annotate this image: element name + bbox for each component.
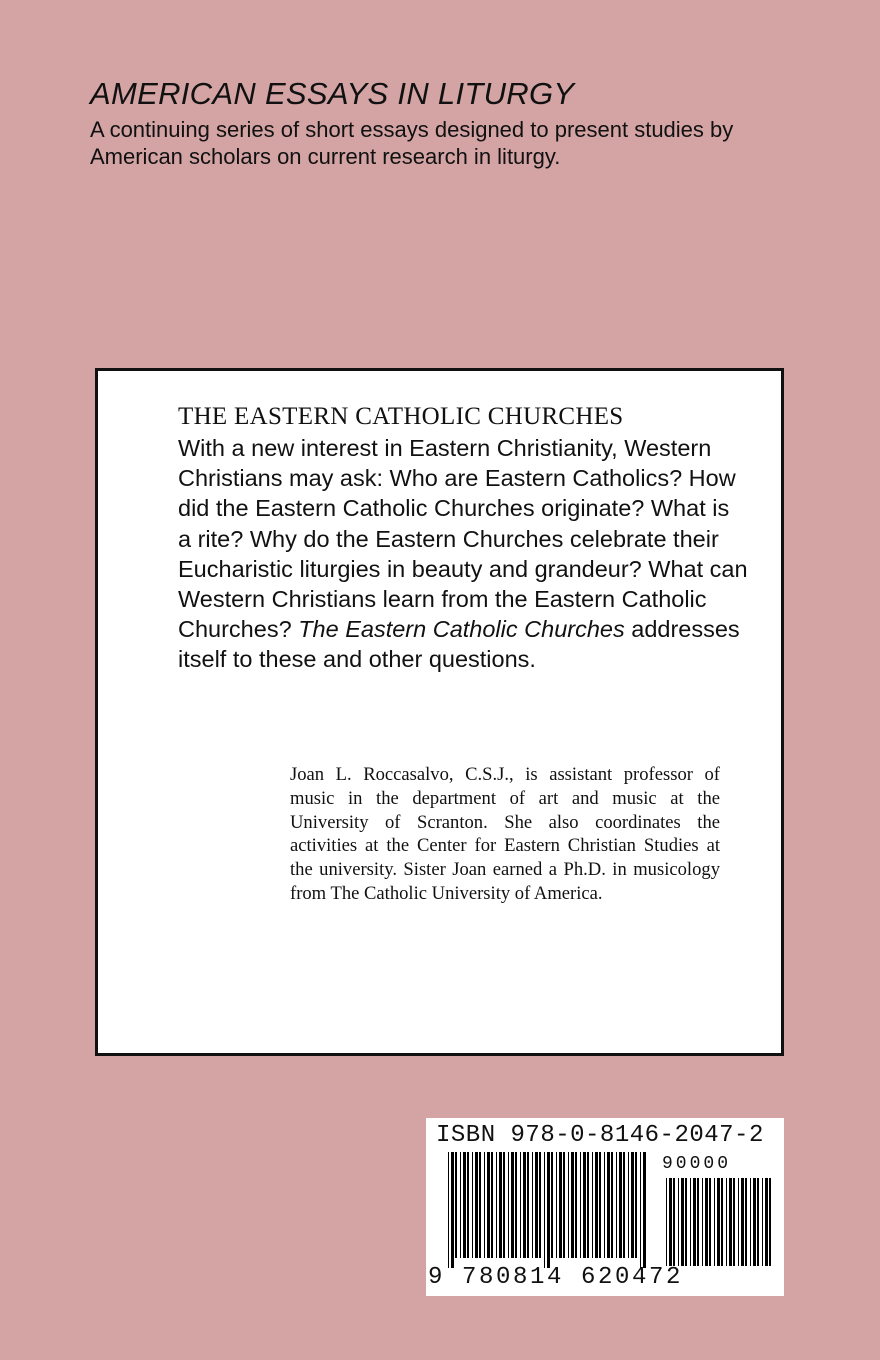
barcode-bar <box>611 1152 613 1258</box>
barcode-bar <box>527 1152 529 1258</box>
barcode-bar <box>479 1152 481 1258</box>
barcode-bar <box>640 1152 641 1268</box>
barcode-bar <box>568 1152 569 1258</box>
barcode-bar <box>467 1152 469 1258</box>
barcode-bar <box>631 1152 634 1258</box>
blurb-end-text: addresses itself to these and other questions. <box>178 616 740 673</box>
blurb-italic-book-title: The Eastern Catholic Churches <box>298 616 625 643</box>
price-code: 90000 <box>662 1154 732 1174</box>
barcode-bar <box>717 1178 720 1266</box>
barcode-bar <box>491 1152 493 1258</box>
book-description-panel <box>95 368 784 1056</box>
barcode-bar <box>484 1152 485 1258</box>
barcode-bar <box>738 1178 739 1266</box>
barcode-bar <box>523 1152 526 1258</box>
barcode-bar <box>666 1178 667 1266</box>
barcode-bar <box>669 1178 672 1266</box>
barcode-bar <box>678 1178 679 1266</box>
barcode-bar <box>729 1178 732 1266</box>
barcode-bar <box>511 1152 514 1258</box>
ean-barcode-bars <box>448 1152 646 1268</box>
barcode-bar <box>709 1178 711 1266</box>
barcode-bar <box>733 1178 735 1266</box>
barcode-bar <box>681 1178 684 1266</box>
barcode-bar <box>571 1152 574 1258</box>
barcode-bar <box>619 1152 622 1258</box>
book-blurb <box>178 433 748 675</box>
barcode-bar <box>451 1152 454 1268</box>
barcode-bar <box>697 1178 699 1266</box>
barcode-bar <box>721 1178 723 1266</box>
barcode-bar <box>496 1152 497 1258</box>
barcode-bar <box>515 1152 517 1258</box>
barcode-bar <box>556 1152 557 1258</box>
barcode-bar <box>455 1152 457 1258</box>
barcode-bar <box>575 1152 577 1258</box>
barcode-bar <box>607 1152 610 1258</box>
barcode-bar <box>604 1152 605 1258</box>
barcode-bar <box>475 1152 478 1258</box>
barcode-bar <box>757 1178 759 1266</box>
barcode-bar <box>559 1152 562 1258</box>
barcode-bar <box>487 1152 490 1258</box>
barcode-bar <box>762 1178 763 1266</box>
barcode-bar <box>616 1152 617 1258</box>
barcode-bar <box>673 1178 675 1266</box>
author-bio: Joan L. Roccasalvo, C.S.J., is assistant professor of music in the department of art and music at the University of Scranton. She also coordinates the activities at the Center for Eastern Christian Studies at the university. Sister Joan earned a Ph.D. in musicology from The Catholic University of America. <box>290 764 720 904</box>
blurb-main-text: With a new interest in Eastern Christianity, Western Christians may ask: Who are Eastern Catholics? How did the Eastern Catholic Churches originate? What is a rite? Why do the Eastern Churches celebrate their Eucharistic liturgies in beauty and grandeur? What can Western Christians learn from the Eastern Catholic Churches? <box>178 435 748 643</box>
barcode-bar <box>547 1152 550 1268</box>
barcode-bar <box>544 1152 545 1268</box>
barcode-bar <box>472 1152 473 1258</box>
barcode-bar <box>628 1152 629 1258</box>
barcode-bar <box>587 1152 589 1258</box>
barcode-bar <box>460 1152 461 1258</box>
barcode-bar <box>499 1152 502 1258</box>
barcode-bar <box>702 1178 703 1266</box>
barcode-bar <box>508 1152 509 1258</box>
barcode-bar <box>592 1152 593 1258</box>
barcode-bar <box>635 1152 637 1258</box>
series-title: AMERICAN ESSAYS IN LITURGY <box>90 76 575 111</box>
barcode-bar <box>741 1178 744 1266</box>
barcode-bar <box>745 1178 747 1266</box>
barcode-bar <box>463 1152 466 1258</box>
barcode-bar <box>520 1152 521 1258</box>
barcode-bar <box>714 1178 715 1266</box>
barcode-box <box>426 1118 784 1296</box>
barcode-bar <box>580 1152 581 1258</box>
barcode-bar <box>753 1178 756 1266</box>
barcode-bar <box>726 1178 727 1266</box>
barcode-bar <box>595 1152 598 1258</box>
barcode-bar <box>563 1152 565 1258</box>
barcode-bar <box>535 1152 538 1258</box>
barcode-bar <box>583 1152 586 1258</box>
barcode-bar <box>765 1178 768 1266</box>
barcode-bar <box>532 1152 533 1258</box>
barcode-bar <box>750 1178 751 1266</box>
barcode-bar <box>551 1152 553 1258</box>
series-description: A continuing series of short essays designed to present studies by American scholars on current research in liturgy. <box>90 117 734 169</box>
barcode-bar <box>769 1178 771 1266</box>
barcode-bar <box>448 1152 449 1268</box>
barcode-bar <box>685 1178 687 1266</box>
barcode-bar <box>503 1152 505 1258</box>
barcode-bar <box>705 1178 708 1266</box>
barcode-bar <box>693 1178 696 1266</box>
barcode-bar <box>599 1152 601 1258</box>
barcode-bar <box>643 1152 646 1268</box>
addon-barcode-bars <box>666 1178 771 1266</box>
barcode-digits: 9 780814 620472 <box>428 1264 684 1291</box>
isbn-number: ISBN 978-0-8146-2047-2 <box>436 1122 764 1149</box>
barcode-bar <box>623 1152 625 1258</box>
book-title: THE EASTERN CATHOLIC CHURCHES <box>178 403 624 430</box>
barcode-bar <box>690 1178 691 1266</box>
barcode-bar <box>539 1152 541 1258</box>
